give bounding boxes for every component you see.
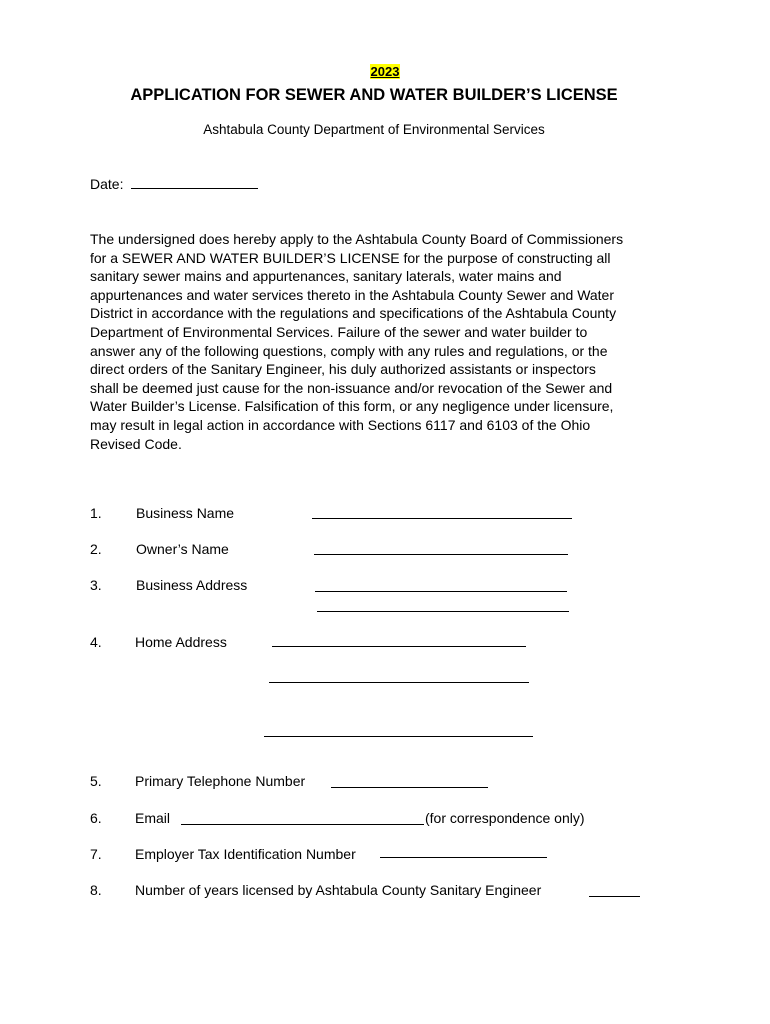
owners-name-blank[interactable]	[314, 554, 568, 555]
business-address-blank-2[interactable]	[317, 611, 569, 612]
intro-line: answer any of the following questions, comply with any rules and regulations, or the	[90, 342, 608, 359]
business-address-label: Business Address	[136, 577, 248, 593]
intro-line: appurtenances and water services thereto in the Ashtabula County Sewer and Water	[90, 286, 615, 303]
intro-line: shall be deemed just cause for the non-issuance and/or revocation of the Sewer and	[90, 379, 613, 396]
years-licensed-blank[interactable]	[589, 896, 640, 897]
home-address-blank-3[interactable]	[264, 736, 533, 737]
home-address-label: Home Address	[135, 634, 227, 650]
home-address-blank-2[interactable]	[269, 682, 529, 683]
form-title: APPLICATION FOR SEWER AND WATER BUILDER’S LICENSE	[130, 86, 618, 104]
business-address-blank-1[interactable]	[315, 591, 567, 592]
years-licensed-label: Number of years licensed by Ashtabula County Sanitary Engineer	[135, 882, 542, 898]
intro-paragraph	[90, 230, 690, 453]
business-name-blank[interactable]	[312, 518, 572, 519]
field-number: 2.	[90, 541, 102, 557]
form-year	[0, 64, 770, 79]
telephone-blank[interactable]	[331, 787, 488, 788]
date-label: Date:	[90, 176, 124, 192]
intro-line: Water Builder’s License. Falsification of this form, or any negligence under licensure,	[90, 398, 614, 415]
email-label: Email	[135, 810, 171, 826]
intro-line: may result in legal action in accordance with Sections 6117 and 6103 of the Ohio	[90, 416, 591, 433]
owners-name-label: Owner’s Name	[136, 541, 229, 557]
intro-line: sanitary sewer mains and appurtenances, sanitary laterals, water mains and	[90, 268, 562, 285]
tax-id-label: Employer Tax Identification Number	[135, 846, 356, 862]
field-number: 7.	[90, 846, 102, 862]
field-number: 3.	[90, 577, 102, 593]
email-blank[interactable]	[181, 824, 424, 825]
intro-line: direct orders of the Sanitary Engineer, his duly authorized assistants or inspectors	[90, 361, 596, 378]
intro-line: for a SEWER AND WATER BUILDER’S LICENSE for the purpose of constructing all	[90, 249, 611, 266]
field-number: 5.	[90, 773, 102, 789]
intro-line: Department of Environmental Services. Failure of the sewer and water builder to	[90, 323, 588, 340]
field-number: 8.	[90, 882, 102, 898]
email-note: (for correspondence only)	[425, 810, 585, 826]
intro-line: The undersigned does hereby apply to the Ashtabula County Board of Commissioners	[90, 231, 624, 247]
telephone-label: Primary Telephone Number	[135, 773, 306, 789]
business-name-label: Business Name	[136, 505, 235, 521]
field-number: 1.	[90, 505, 102, 521]
intro-line: Revised Code.	[90, 435, 182, 452]
tax-id-blank[interactable]	[380, 857, 547, 858]
year-highlight: 2023	[370, 64, 400, 79]
intro-line: District in accordance with the regulations and specifications of the Ashtabula County	[90, 305, 617, 322]
field-number: 6.	[90, 810, 102, 826]
date-blank[interactable]	[131, 176, 258, 189]
form-subtitle: Ashtabula County Department of Environmental Services	[203, 122, 545, 137]
home-address-blank-1[interactable]	[272, 646, 526, 647]
field-number: 4.	[90, 634, 102, 650]
date-row	[90, 176, 258, 192]
